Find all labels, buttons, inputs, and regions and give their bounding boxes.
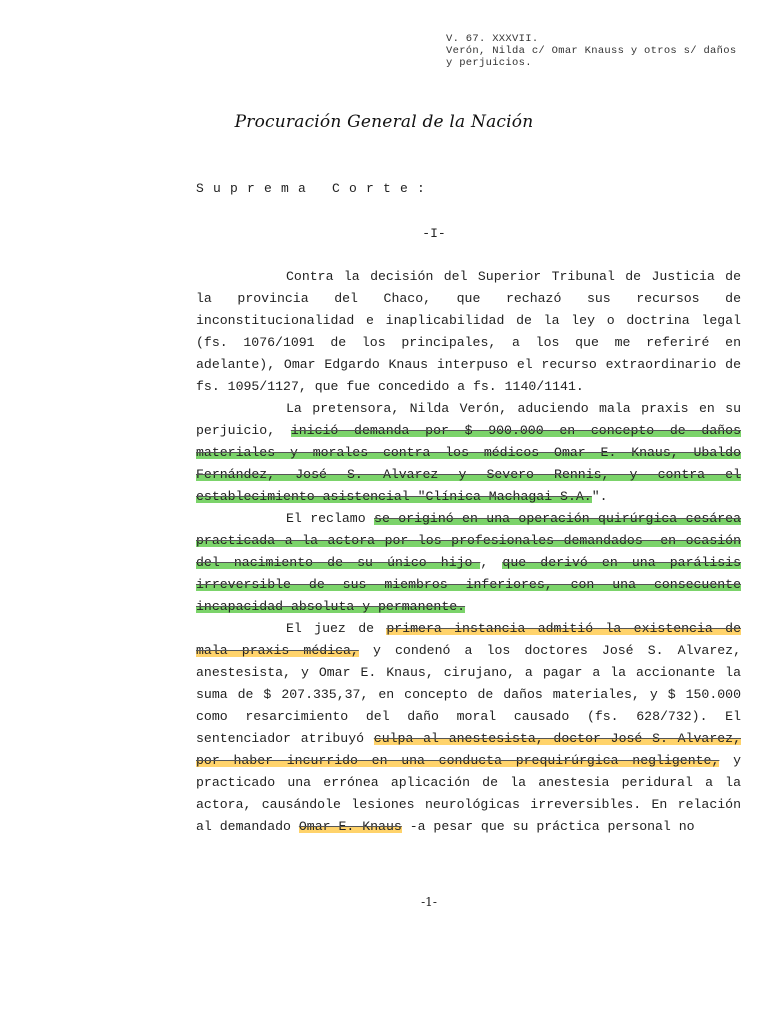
paragraph-3 [196,508,741,618]
text-run: El juez de [286,621,387,636]
case-header [446,33,736,69]
salutation: Suprema Corte: [196,181,435,196]
highlight-yellow: primera instancia admitió la existencia de mala praxis médica, [196,621,741,658]
case-number: V. 67. XXXVII. [446,33,539,45]
highlight-green: inició demanda por $ 900.000 en concepto de daños materiales y morales contra los médicos Omar E. Knaus, Ubaldo Fernández, José S. Alvarez y Severo Rennis, y contra el establecimiento asistencial "Clínica Machagai S.A. [196,423,741,504]
paragraph-4 [196,618,741,838]
highlight-yellow: culpa al anestesista, doctor José S. Alvarez, por haber incurrido en una conducta prequirúrgica negligente, [196,731,741,768]
text-run: ". [591,489,608,504]
text-run: El reclamo [286,511,375,526]
case-title-line1: Verón, Nilda c/ Omar Knauss y otros s/ daños [446,45,737,57]
section-heading: -I- [422,226,446,241]
page-number: -1- [421,895,437,909]
highlight-green: se originó en una operación quirúrgica cesárea practicada a la actora por los profesionales demandados -en ocasión del nacimiento de su único hijo- [196,511,741,570]
document-body [196,266,741,838]
text-run: La pretensora, Nilda Verón, aduciendo mala praxis en su perjuicio, [196,401,741,438]
office-letterhead: Procuración General de la Nación [234,112,534,132]
text-run: , [480,555,503,570]
highlight-yellow: Omar E. Knaus [298,819,402,834]
highlight-green: que derivó en una parálisis irreversible de sus miembros inferiores, con una consecuente incapacidad absoluta y permanente. [196,555,741,614]
paragraph-1: Contra la decisión del Superior Tribunal de Justicia de la provincia del Chaco, que rechazó sus recursos de inconstitucionalidad e inaplicabilidad de la ley o doctrina legal (fs. 1076/1091 de los principales, a los que me referiré en adelante), Omar Edgardo Knaus interpuso el recurso extraordinario de fs. 1095/1127, que fue concedido a fs. 1140/1141. [196,269,741,394]
case-title-line2: y perjuicios. [446,57,532,69]
text-run: y condenó a los doctores José S. Alvarez, anestesista, y Omar E. Knaus, cirujano, a pagar a la accionante la suma de $ 207.335,37, en concepto de daños materiales, y $ 150.000 como resarcimiento del daño moral causado (fs. 628/732). El sentenciador atribuyó [196,643,741,746]
text-run: y practicado una errónea aplicación de la anestesia peridural a la actora, causándole lesiones neurológicas irreversibles. En relación al demandado [196,753,742,834]
paragraph-2 [196,398,741,508]
text-run: -a pesar que su práctica personal no [401,819,695,834]
